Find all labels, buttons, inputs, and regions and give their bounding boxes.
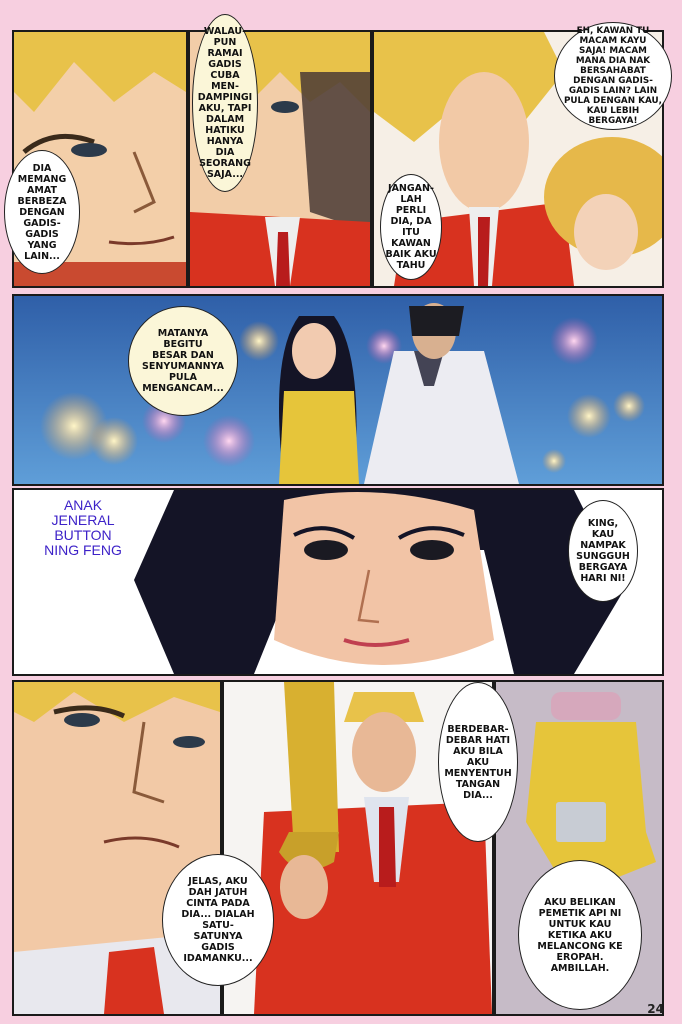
speech-bubble: WALAU- PUN RAMAI GADIS CUBA MEN- DAMPINGI AKU, TAPI DALAM HATIKU HANYA DIA SEORANG SAJA... bbox=[192, 14, 258, 192]
speech-bubble: JELAS, AKU DAH JATUH CINTA PADA DIA... DIALAH SATU- SATUNYA GADIS IDAMANKU... bbox=[162, 854, 274, 986]
speech-bubble: BERDEBAR- DEBAR HATI AKU BILA AKU MENYENTUH TANGAN DIA... bbox=[438, 682, 518, 842]
page-number: 24 bbox=[647, 1002, 664, 1016]
character-caption: ANAK JENERAL BUTTON NING FENG bbox=[44, 497, 122, 558]
speech-bubble: EH, KAWAN TU MACAM KAYU SAJA! MACAM MANA DIA NAK BERSAHABAT DENGAN GADIS- GADIS LAIN? LAIN PULA DENGAN KAU, KAU LEBIH BERGAYA! bbox=[554, 22, 672, 130]
speech-bubble: MATANYA BEGITU BESAR DAN SENYUMANNYA PULA MENGANCAM... bbox=[128, 306, 238, 416]
panel-4-couple-night bbox=[12, 294, 664, 486]
speech-bubble: DIA MEMANG AMAT BERBEZA DENGAN GADIS- GADIS YANG LAIN... bbox=[4, 150, 80, 274]
speech-bubble: KING, KAU NAMPAK SUNGGUH BERGAYA HARI NI! bbox=[568, 500, 638, 602]
speech-bubble: JANGAN- LAH PERLI DIA, DA ITU KAWAN BAIK AKU TAHU bbox=[380, 174, 442, 280]
speech-bubble: AKU BELIKAN PEMETIK API NI UNTUK KAU KETIKA AKU MELANCONG KE EROPAH. AMBILLAH. bbox=[518, 860, 642, 1010]
panel-4-art bbox=[14, 296, 662, 484]
